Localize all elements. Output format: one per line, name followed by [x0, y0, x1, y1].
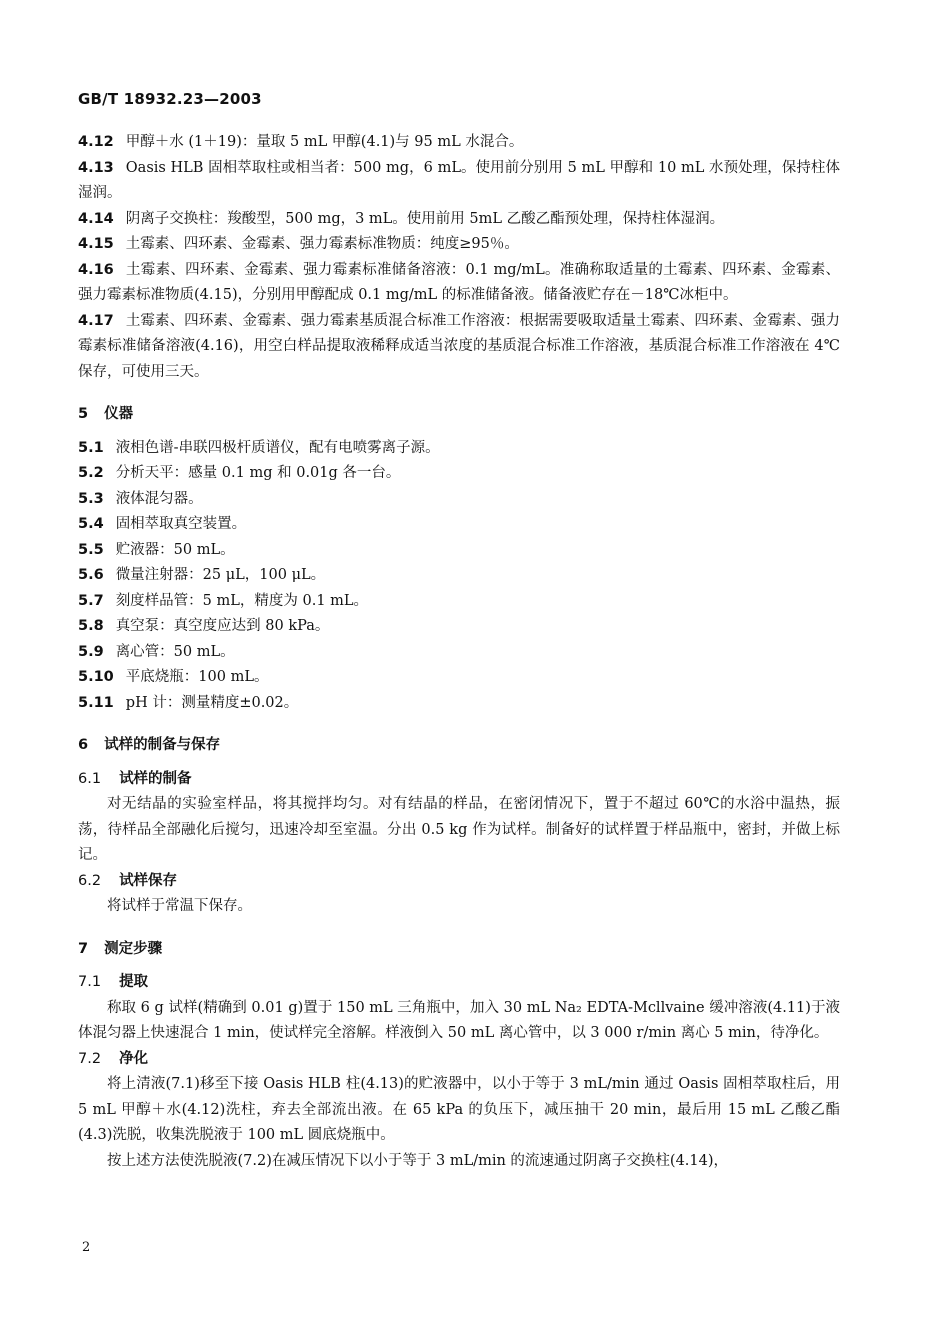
clause-number: 5.6: [78, 567, 104, 583]
apparatus-item: [78, 640, 840, 666]
apparatus-item: [78, 487, 840, 513]
subsection-number: 6.2: [78, 872, 102, 889]
apparatus-item: [78, 461, 840, 487]
apparatus-item: [78, 563, 840, 589]
apparatus-item: [78, 589, 840, 615]
subsection-number: 7.1: [78, 974, 102, 990]
apparatus-item: [78, 691, 840, 717]
subsection-title: 提取: [119, 974, 149, 990]
clause-text: 土霉素、四环素、金霉素、强力霉素基质混合标准工作溶液：根据需要吸取适量土霉素、四环素、金霉素、强力霉素标准储备溶液(4.16)，用空白样品提取液稀释成适当浓度的基质混合标准工作溶液，基质混合标准工作溶液在 4℃保存，可使用三天。: [78, 312, 840, 380]
clause-number: 5.1: [78, 439, 104, 456]
reagent-item: [78, 232, 840, 258]
clause-number: 4.12: [78, 134, 114, 150]
clause-text: 刻度样品管：5 mL，精度为 0.1 mL。: [115, 592, 369, 609]
apparatus-item: [78, 538, 840, 564]
subsection-6-1-heading: [78, 767, 840, 793]
section-6-heading: [78, 733, 840, 759]
section-number: 5: [78, 406, 89, 422]
clause-number: 5.7: [78, 592, 104, 609]
reagent-item: [78, 156, 840, 207]
clause-number: 5.3: [78, 490, 104, 507]
subsection-7-2-heading: [78, 1047, 840, 1073]
section-7-heading: [78, 937, 840, 963]
clause-number: 5.4: [78, 516, 104, 532]
apparatus-item: [78, 512, 840, 538]
clause-text: 平底烧瓶：100 mL。: [125, 669, 269, 685]
clause-number: 4.15: [78, 236, 114, 252]
paragraph-7-1: 称取 6 g 试样(精确到 0.01 g)置于 150 mL 三角瓶中，加入 30 mL Na₂ EDTA-Mcllvaine 缓冲溶液(4.11)于液体混匀器上快速混合 1 min，使试样完全溶解。样液倒入 50 mL 离心管中，以 3 000 r/min 离心 5 min，待净化。: [78, 999, 840, 1041]
section-5-heading: [78, 402, 840, 428]
document-body: [78, 130, 840, 1174]
clause-text: 分析天平：感量 0.1 mg 和 0.01g 各一台。: [115, 465, 401, 481]
paragraph-6-1: 对无结晶的实验室样品，将其搅拌均匀。对有结晶的样品，在密闭情况下，置于不超过 60℃的水浴中温热，振荡，待样品全部融化后搅匀，迅速冷却至室温。分出 0.5 kg 作为试样。制备好的试样置于样品瓶中，密封，并做上标记。: [78, 796, 840, 863]
apparatus-item: [78, 665, 840, 691]
paragraph-7-2a: 将上清液(7.1)移至下接 Oasis HLB 柱(4.13)的贮液器中，以小于等于 3 mL/min 通过 Oasis 固相萃取柱后，用 5 mL 甲醇＋水(4.12)洗柱，弃去全部流出液。在 65 kPa 的负压下，减压抽干 20 min，最后用 15 mL 乙酸乙酯(4.3)洗脱，收集洗脱液于 100 mL 圆底烧瓶中。: [78, 1076, 840, 1143]
subsection-title: 试样的制备: [119, 770, 192, 787]
section-title: 测定步骤: [104, 940, 163, 957]
clause-text: 土霉素、四环素、金霉素、强力霉素标准储备溶液：0.1 mg/mL。准确称取适量的土霉素、四环素、金霉素、强力霉素标准物质(4.15)，分别用甲醇配成 0.1 mg/mL 的标准储备液。储备液贮存在－18℃冰柜中。: [78, 261, 840, 303]
reagent-item: [78, 130, 840, 156]
clause-number: 4.13: [78, 159, 114, 176]
clause-number: 4.14: [78, 210, 114, 227]
clause-text: Oasis HLB 固相萃取柱或相当者：500 mg，6 mL。使用前分别用 5 mL 甲醇和 10 mL 水预处理，保持柱体湿润。: [78, 159, 840, 201]
clause-number: 5.11: [78, 694, 114, 711]
subsection-title: 试样保存: [119, 872, 178, 889]
clause-text: 甲醇＋水 (1＋19)：量取 5 mL 甲醇(4.1)与 95 mL 水混合。: [125, 134, 524, 150]
subsection-title: 净化: [119, 1050, 149, 1067]
clause-text: 液相色谱-串联四极杆质谱仪，配有电喷雾离子源。: [115, 439, 440, 456]
paragraph-6-2: 将试样于常温下保存。: [107, 898, 252, 914]
clause-text: 真空泵：真空度应达到 80 kPa。: [115, 618, 330, 634]
clause-text: 土霉素、四环素、金霉素、强力霉素标准物质：纯度≥95％。: [125, 236, 519, 252]
subsection-6-2-heading: [78, 869, 840, 895]
clause-text: 固相萃取真空装置。: [115, 516, 247, 532]
apparatus-item: [78, 436, 840, 462]
apparatus-item: [78, 614, 840, 640]
clause-number: 5.10: [78, 669, 114, 685]
clause-number: 5.8: [78, 618, 104, 634]
clause-text: 微量注射器：25 μL，100 μL。: [115, 567, 326, 583]
section-number: 6: [78, 737, 89, 753]
subsection-number: 6.1: [78, 770, 102, 787]
clause-number: 5.2: [78, 465, 104, 481]
subsection-7-1-heading: [78, 970, 840, 996]
reagent-item: [78, 258, 840, 309]
standard-number-header: GB/T 18932.23—2003: [78, 90, 262, 108]
paragraph-7-2b: 按上述方法使洗脱液(7.2)在减压情况下以小于等于 3 mL/min 的流速通过阴离子交换柱(4.14)，: [107, 1152, 729, 1169]
clause-number: 4.16: [78, 261, 114, 278]
clause-text: pH 计：测量精度±0.02。: [125, 694, 299, 711]
reagent-item: [78, 309, 840, 386]
clause-text: 离心管：50 mL。: [115, 643, 235, 660]
clause-number: 4.17: [78, 312, 114, 329]
reagent-item: [78, 207, 840, 233]
section-number: 7: [78, 940, 89, 957]
clause-number: 5.9: [78, 643, 104, 660]
page-number: 2: [82, 1240, 91, 1255]
subsection-number: 7.2: [78, 1050, 102, 1067]
section-title: 试样的制备与保存: [104, 737, 221, 753]
clause-text: 阴离子交换柱：羧酸型，500 mg，3 mL。使用前用 5mL 乙酸乙酯预处理，保持柱体湿润。: [125, 210, 725, 227]
clause-text: 贮液器：50 mL。: [115, 541, 235, 558]
reagent-list: [78, 130, 840, 385]
clause-text: 液体混匀器。: [115, 490, 203, 507]
apparatus-list: [78, 436, 840, 717]
section-title: 仪器: [104, 406, 134, 422]
clause-number: 5.5: [78, 541, 104, 558]
